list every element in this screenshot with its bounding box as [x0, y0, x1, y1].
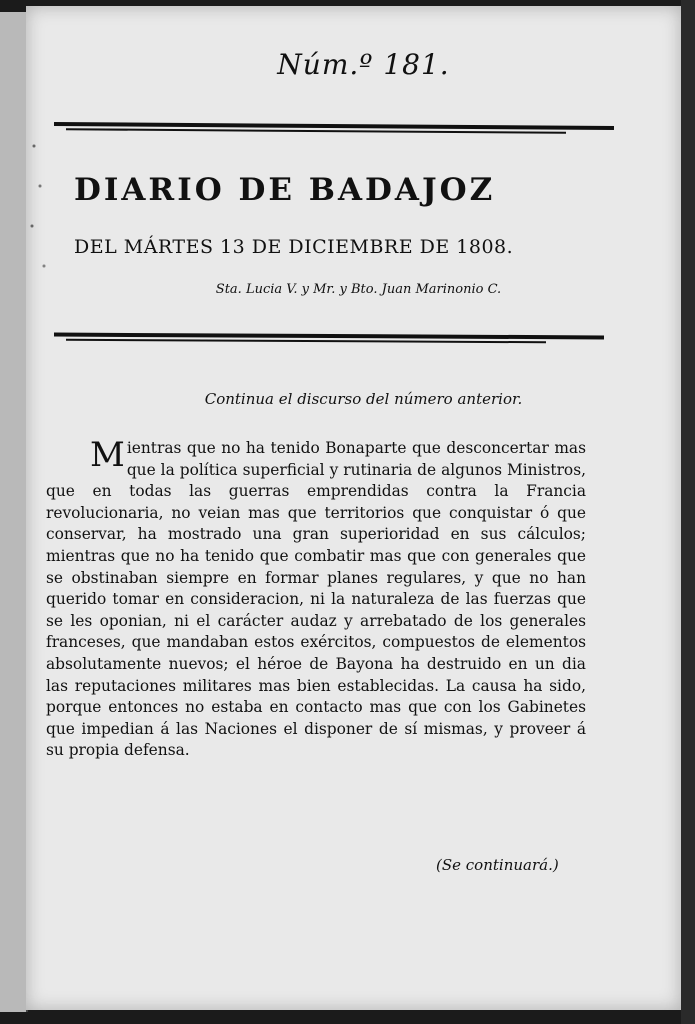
masthead-title: DIARIO DE BADAJOZ	[74, 172, 496, 208]
to-be-continued-note: (Se continuará.)	[436, 856, 559, 874]
right-page-edge	[681, 0, 695, 1024]
date-line: DEL MÁRTES 13 DE DICIEMBRE DE 1808.	[74, 236, 514, 258]
article-body	[46, 435, 586, 762]
issue-number: Núm.º 181.	[277, 48, 450, 81]
newspaper-page	[26, 6, 681, 1010]
drop-cap: M	[90, 435, 125, 475]
saints-of-the-day: Sta. Lucia V. y Mr. y Bto. Juan Marinonio C.	[215, 282, 502, 297]
left-page-edge	[0, 12, 28, 1012]
article-heading: Continua el discurso del número anterior.	[204, 390, 523, 408]
ink-stains	[26, 126, 54, 306]
header-rule-bottom-thin	[66, 339, 546, 344]
article-paragraph: ientras que no ha tenido Bonaparte que desconcertar mas que la política superficial y rutinaria de algunos Ministros, que en todas las guerras emprendidas contra la Francia revolucionaria, no veian mas que territorios que conquistar ó que conservar, ha mostrado una gran superioridad en sus cálculos; mientras que no ha tenido que combatir mas que con generales que se obstinaban siempre en formar planes regulares, y que no han querido tomar en consideracion, ni la naturaleza de las fuerzas que se les oponian, ni el carácter audaz y arrebatado de los generales franceses, que mandaban estos exércitos, compuestos de elementos absolutamente nuevos; el héroe de Bayona ha destruido en un dia las reputaciones militares mas bien establecidas. La causa ha sido, porque entonces no estaba en contacto mas que con los Gabinetes que impedian á las Naciones el disponer de sí mismas, y proveer á su propia defensa.	[46, 439, 586, 760]
